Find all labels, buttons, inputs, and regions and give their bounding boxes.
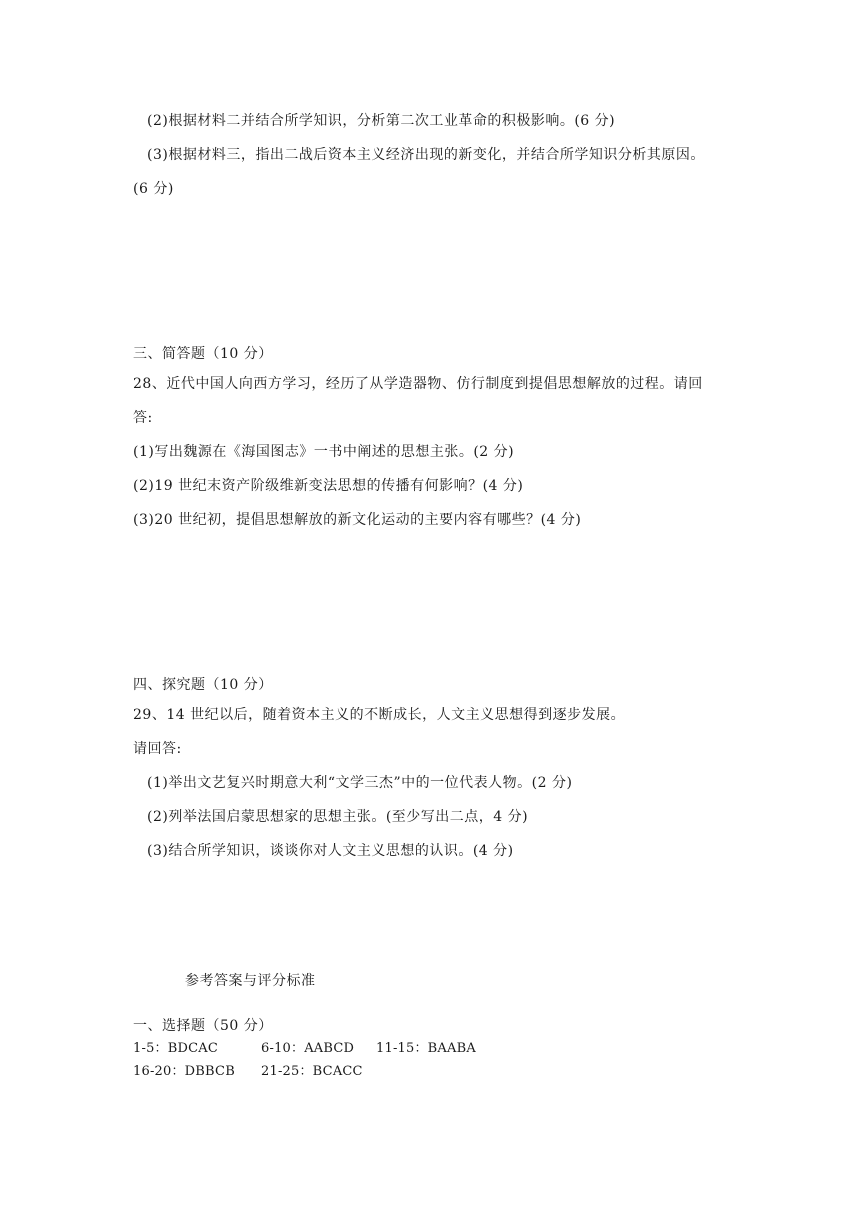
question-29-line1: 29、14 世纪以后，随着资本主义的不断成长，人文主义思想得到逐步发展。 [133, 707, 626, 723]
answers-row-1 [133, 1040, 476, 1058]
question-29-sub1: (1)举出文艺复兴时期意大利“文学三杰”中的一位代表人物。(2 分) [147, 775, 573, 791]
question-29-sub3: (3)结合所学知识，谈谈你对人文主义思想的认识。(4 分) [147, 843, 514, 859]
question-29-line2: 请回答: [133, 741, 182, 757]
answer-group-16-20: 16-20：DBBCB [133, 1064, 235, 1079]
question-28-sub1: (1)写出魏源在《海国图志》一书中阐述的思想主张。(2 分) [133, 444, 515, 460]
question-28-line1: 28、近代中国人向西方学习，经历了从学造器物、仿行制度到提倡思想解放的过程。请回 [133, 376, 703, 392]
answer-group-1-5: 1-5：BDCAC [133, 1041, 218, 1056]
question-28-line2: 答: [133, 410, 153, 426]
section4-heading: 四、探究题（10 分） [133, 677, 273, 693]
answers-row-2 [133, 1063, 363, 1081]
answer-group-21-25: 21-25：BCACC [261, 1064, 363, 1079]
part2-question-2: (2)根据材料二并结合所学知识，分析第二次工业革命的积极影响。(6 分) [147, 113, 616, 129]
section3-heading: 三、简答题（10 分） [133, 346, 273, 362]
question-28-sub3: (3)20 世纪初，提倡思想解放的新文化运动的主要内容有哪些？(4 分) [133, 512, 582, 528]
part2-question-3-line1: (3)根据材料三，指出二战后资本主义经济出现的新变化，并结合所学知识分析其原因。 [147, 147, 705, 163]
answers-title: 参考答案与评分标准 [185, 973, 316, 989]
answers-section1-heading: 一、选择题（50 分） [133, 1018, 273, 1034]
answer-group-6-10: 6-10：AABCD [261, 1041, 355, 1056]
question-28-sub2: (2)19 世纪末资产阶级维新变法思想的传播有何影响？(4 分) [133, 478, 524, 494]
answer-group-11-15: 11-15：BAABA [376, 1041, 476, 1056]
part2-question-3-line2: (6 分) [133, 181, 174, 197]
question-29-sub2: (2)列举法国启蒙思想家的思想主张。(至少写出二点，4 分) [147, 809, 529, 825]
